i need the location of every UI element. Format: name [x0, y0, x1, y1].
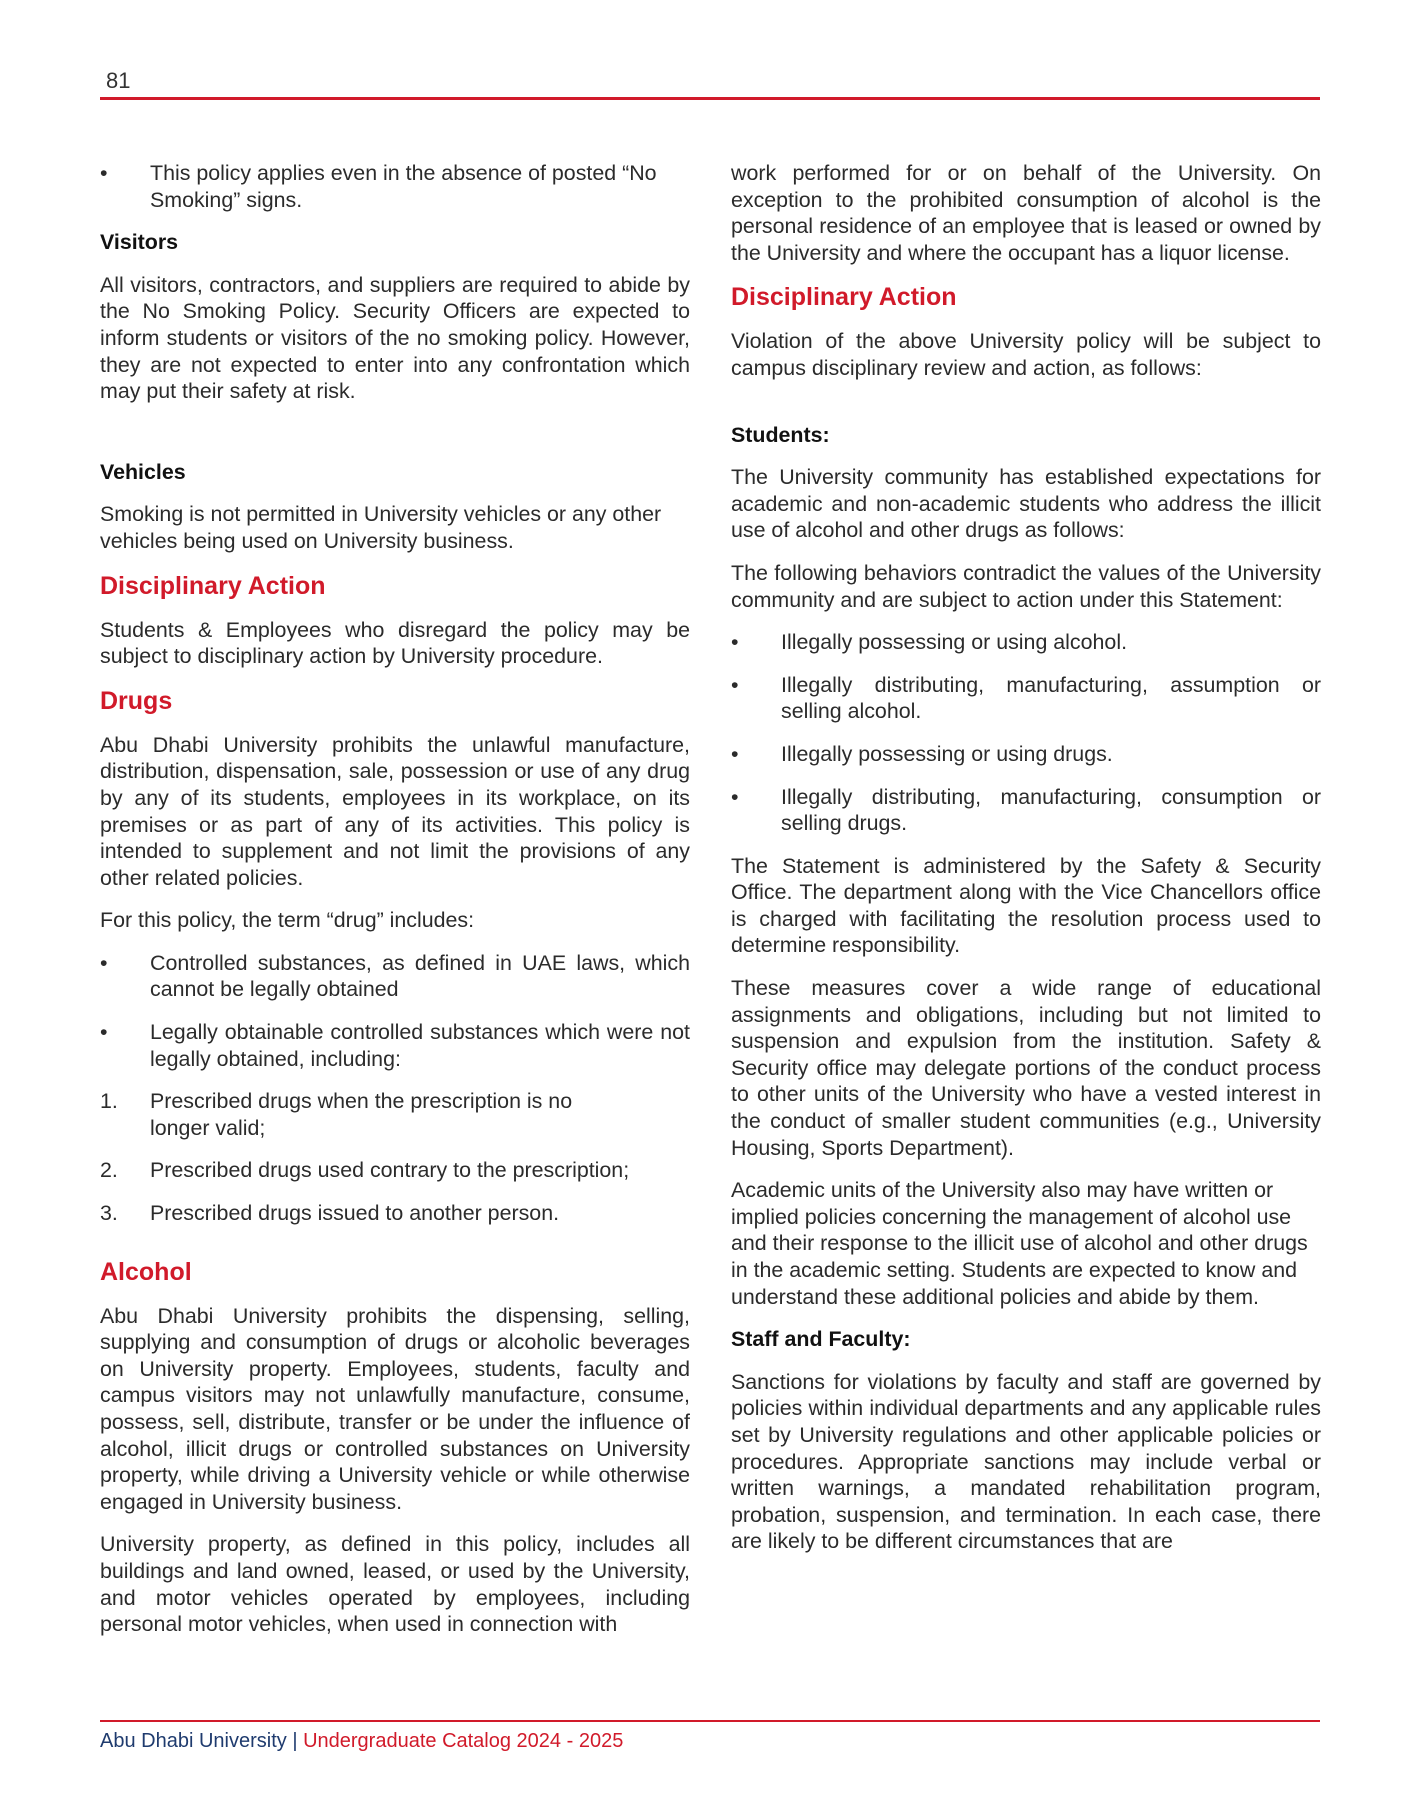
list-item — [100, 950, 690, 1003]
vehicles-heading: Vehicles — [100, 459, 186, 484]
list-item — [731, 672, 1321, 725]
list-item — [731, 629, 1321, 656]
drugs-heading: Drugs — [100, 686, 173, 715]
right-column — [731, 160, 1321, 1571]
list-item — [731, 784, 1321, 837]
list-item-text: Illegally distributing, manufacturing, consumption or selling drugs. — [781, 784, 1321, 836]
disciplinary-action-heading: Disciplinary Action — [100, 571, 326, 600]
statement-paragraph: The Statement is administered by the Safety & Security Office. The department along with the Vice Chancellors office is charged with facilitating the resolution process used to determine responsibility. — [731, 853, 1321, 958]
footer — [100, 1728, 623, 1754]
footer-rule — [100, 1720, 1320, 1722]
staff-faculty-heading: Staff and Faculty: — [731, 1327, 911, 1352]
page-number: 81 — [106, 68, 131, 93]
continuation-paragraph: work performed for or on behalf of the University. On exception to the prohibited consumption of alcohol is the personal residence of an employee that is leased or owned by the University and where the occupant has a liquor license. — [731, 161, 1321, 265]
list-item-text: Controlled substances, as defined in UAE laws, which cannot be legally obtained — [150, 950, 690, 1002]
bullet-marker: • — [100, 1020, 108, 1045]
left-column — [100, 160, 690, 1654]
list-item-text: Legally obtainable controlled substances which were not legally obtained, including: — [150, 1020, 690, 1071]
list-item — [100, 160, 690, 213]
vehicles-paragraph: Smoking is not permitted in University vehicles or any other vehicles being used on University business. — [100, 502, 662, 553]
number-marker: 2. — [100, 1158, 118, 1183]
list-item — [731, 741, 1321, 768]
list-item-text: This policy applies even in the absence of posted “No Smoking” signs. — [150, 161, 657, 212]
measures-paragraph: These measures cover a wide range of educational assignments and obligations, including but not limited to suspension and expulsion from the institution. Safety & Security office may delegate portions of the conduct process to other units of the University who have a vested interest in the conduct of smaller student communities (e.g., University Housing, Sports Department). — [731, 976, 1321, 1160]
students-paragraph-2: The following behaviors contradict the values of the University community and are subject to action under this Statement: — [731, 560, 1321, 612]
bullet-marker: • — [731, 630, 739, 655]
number-marker: 1. — [100, 1089, 118, 1114]
bullet-marker: • — [100, 950, 108, 975]
numbered-item — [100, 1088, 690, 1141]
visitors-paragraph: All visitors, contractors, and suppliers are required to abide by the No Smoking Policy. Security Officers are expected to inform students or visitors of the no smoking policy. However, they are not expected to enter into any confrontation which may put their safety at risk. — [100, 272, 690, 404]
number-marker: 3. — [100, 1201, 118, 1226]
academic-paragraph: Academic units of the University also may have written or implied policies concerning the management of alcohol use and their response to the illicit use of alcohol and other drugs in the academic setting. Students are expected to know and understand these additional policies and abide by them. — [731, 1178, 1308, 1309]
students-paragraph-1: The University community has established expectations for academic and non-academic students who address the illicit use of alcohol and other drugs as follows: — [731, 465, 1321, 543]
bullet-marker: • — [100, 161, 108, 185]
disciplinary-action-heading-2: Disciplinary Action — [731, 283, 957, 312]
disciplinary-paragraph-2: Violation of the above University policy will be subject to campus disciplinary review and action, as follows: — [731, 329, 1321, 380]
drug-term-intro: For this policy, the term “drug” includes: — [100, 908, 475, 933]
numbered-item — [100, 1200, 690, 1227]
list-item-text: Illegally possessing or using alcohol. — [781, 630, 1128, 655]
numbered-item-text: Prescribed drugs when the prescription is no longer valid; — [150, 1089, 573, 1140]
alcohol-paragraph-2: University property, as defined in this policy, includes all buildings and land owned, leased, or used by the University, and motor vehicles operated by employees, including personal motor vehicles, when used in connection with — [100, 1532, 690, 1637]
numbered-item-text: Prescribed drugs used contrary to the prescription; — [150, 1158, 630, 1183]
bullet-marker: • — [731, 672, 739, 697]
disciplinary-paragraph: Students & Employees who disregard the policy may be subject to disciplinary action by University procedure. — [100, 617, 690, 669]
bullet-marker: • — [731, 784, 739, 809]
header-rule — [100, 97, 1320, 100]
bullet-marker: • — [731, 741, 739, 766]
numbered-item-text: Prescribed drugs issued to another person. — [150, 1201, 560, 1226]
staff-paragraph: Sanctions for violations by faculty and staff are governed by policies within individual departments and any applicable rules set by University regulations and other applicable policies or procedures. Appropriate sanctions may include verbal or written warnings, a mandated rehabilitation program, probation, suspension, and termination. In each case, there are likely to be different circumstances that are — [731, 1369, 1321, 1554]
list-item-text: Illegally distributing, manufacturing, assumption or selling alcohol. — [781, 672, 1321, 724]
list-item — [100, 1019, 690, 1072]
alcohol-paragraph-1: Abu Dhabi University prohibits the dispensing, selling, supplying and consumption of drugs or alcoholic beverages on University property. Employees, students, faculty and campus visitors may not unlawfully manufacture, consume, possess, sell, distribute, transfer or be under the influence of alcohol, illicit drugs or controlled substances on University property, while driving a University vehicle or while otherwise engaged in University business. — [100, 1303, 690, 1514]
footer-separator: | — [292, 1730, 298, 1752]
list-item-text: Illegally possessing or using drugs. — [781, 741, 1113, 766]
footer-university: Abu Dhabi University — [100, 1730, 287, 1752]
visitors-heading: Visitors — [100, 230, 179, 255]
footer-catalog: Undergraduate Catalog 2024 - 2025 — [303, 1730, 624, 1752]
alcohol-heading: Alcohol — [100, 1257, 192, 1286]
students-heading: Students: — [731, 422, 830, 447]
numbered-item — [100, 1157, 690, 1184]
drugs-paragraph: Abu Dhabi University prohibits the unlawful manufacture, distribution, dispensation, sale, possession or use of any drug by any of its students, employees in its workplace, on its premises or as part of any of its activities. This policy is intended to supplement and not limit the provisions of any other related policies. — [100, 732, 690, 890]
